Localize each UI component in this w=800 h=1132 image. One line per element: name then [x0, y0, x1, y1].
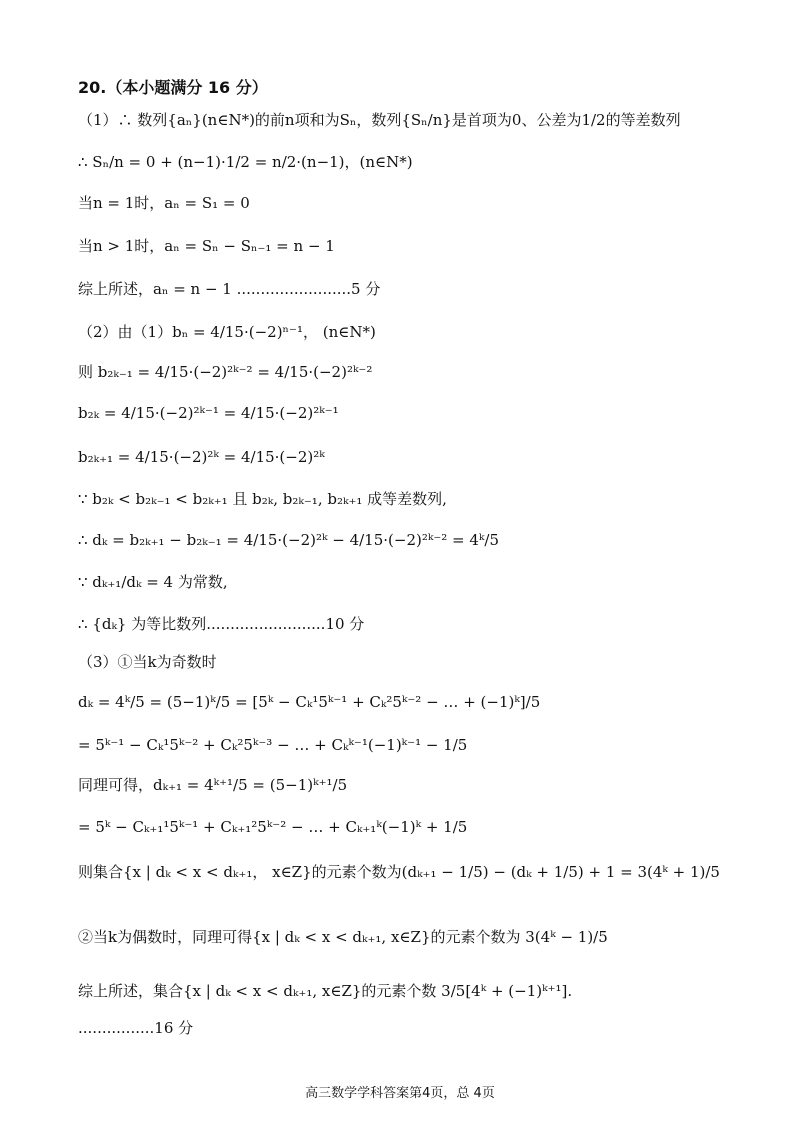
solution-line: （1）∴ 数列{aₙ}(n∈N*)的前n项和为Sₙ，数列{Sₙ/n}是首项为0、公差为1/2的等差数列 [78, 111, 681, 129]
solution-line: = 5ᵏ − Cₖ₊₁¹5ᵏ⁻¹ + Cₖ₊₁²5ᵏ⁻² − … + Cₖ₊₁ᵏ(−1)ᵏ + 1/5 [78, 818, 468, 836]
solution-line: ∴ {dₖ} 为等比数列.........................10 分 [78, 615, 365, 633]
problem-heading: 20.（本小题满分 16 分） [78, 78, 268, 97]
solution-line: 综上所述，aₙ = n − 1 ........................5 分 [78, 280, 381, 298]
solution-line: （3）①当k为奇数时 [78, 653, 217, 671]
solution-line: ②当k为偶数时，同理可得{x | dₖ < x < dₖ₊₁, x∈Z}的元素个数为 3(4ᵏ − 1)/5 [78, 928, 608, 946]
solution-line: ................16 分 [78, 1019, 194, 1037]
solution-line: 则 b₂ₖ₋₁ = 4/15·(−2)²ᵏ⁻² = 4/15·(−2)²ᵏ⁻² [78, 363, 373, 381]
solution-line: b₂ₖ = 4/15·(−2)²ᵏ⁻¹ = 4/15·(−2)²ᵏ⁻¹ [78, 404, 339, 422]
solution-line: dₖ = 4ᵏ/5 = (5−1)ᵏ/5 = [5ᵏ − Cₖ¹5ᵏ⁻¹ + Cₖ²5ᵏ⁻² − … + (−1)ᵏ]/5 [78, 693, 541, 711]
page-footer: 高三数学学科答案第4页，总 4页 [305, 1086, 495, 1101]
solution-line: （2）由（1）bₙ = 4/15·(−2)ⁿ⁻¹， (n∈N*) [78, 323, 376, 341]
solution-line: 同理可得，dₖ₊₁ = 4ᵏ⁺¹/5 = (5−1)ᵏ⁺¹/5 [78, 776, 348, 794]
solution-line: 当n > 1时，aₙ = Sₙ − Sₙ₋₁ = n − 1 [78, 237, 335, 255]
solution-line: b₂ₖ₊₁ = 4/15·(−2)²ᵏ = 4/15·(−2)²ᵏ [78, 448, 325, 466]
solution-line: 当n = 1时，aₙ = S₁ = 0 [78, 194, 250, 212]
solution-line: 则集合{x | dₖ < x < dₖ₊₁， x∈Z}的元素个数为(dₖ₊₁ − 1/5) − (dₖ + 1/5) + 1 = 3(4ᵏ + 1)/5 [78, 863, 720, 881]
solution-line: ∴ Sₙ/n = 0 + (n−1)·1/2 = n/2·(n−1)，(n∈N*) [78, 153, 413, 171]
solution-line: ∵ dₖ₊₁/dₖ = 4 为常数, [78, 573, 228, 591]
solution-line: 综上所述，集合{x | dₖ < x < dₖ₊₁, x∈Z}的元素个数 3/5[4ᵏ + (−1)ᵏ⁺¹]. [78, 982, 573, 1000]
solution-line: ∵ b₂ₖ < b₂ₖ₋₁ < b₂ₖ₊₁ 且 b₂ₖ, b₂ₖ₋₁, b₂ₖ₊₁ 成等差数列, [78, 490, 447, 508]
solution-line: ∴ dₖ = b₂ₖ₊₁ − b₂ₖ₋₁ = 4/15·(−2)²ᵏ − 4/15·(−2)²ᵏ⁻² = 4ᵏ/5 [78, 531, 499, 549]
solution-line: = 5ᵏ⁻¹ − Cₖ¹5ᵏ⁻² + Cₖ²5ᵏ⁻³ − … + Cₖᵏ⁻¹(−1)ᵏ⁻¹ − 1/5 [78, 736, 468, 754]
